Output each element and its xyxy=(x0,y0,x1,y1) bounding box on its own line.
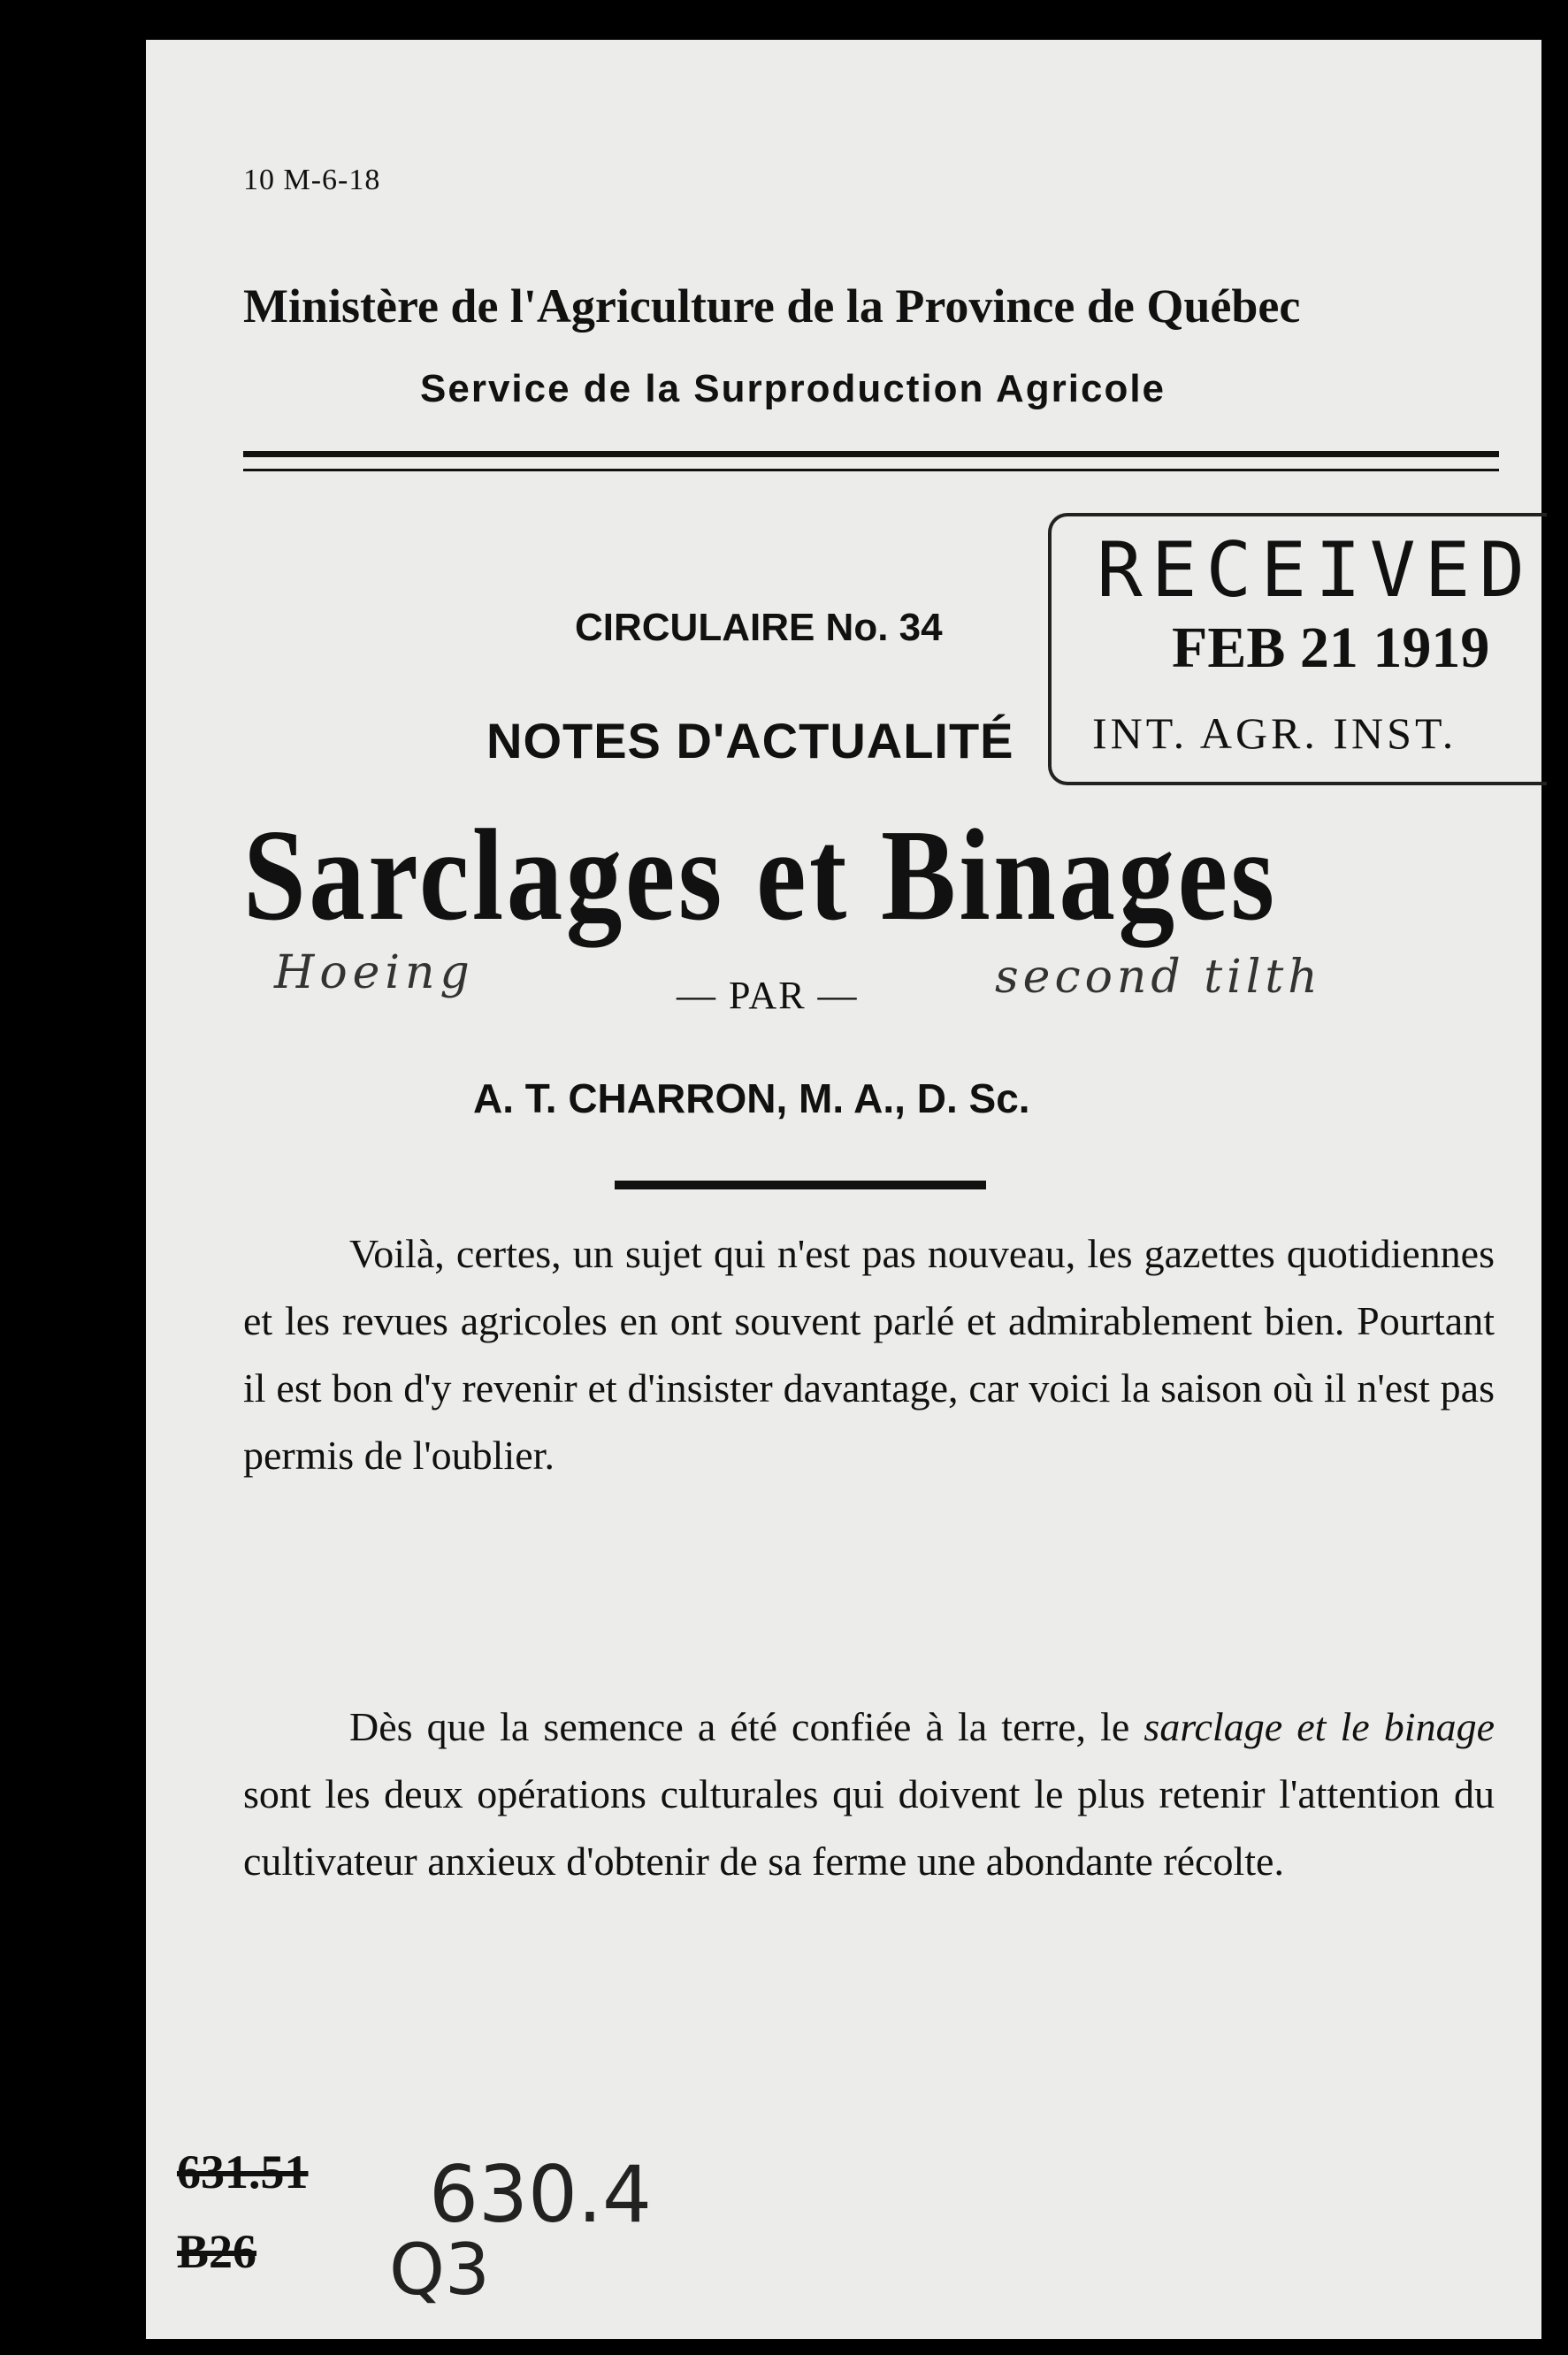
stamp-received-text: RECEIVED xyxy=(1097,526,1534,615)
paragraph-2-end: sont les deux opérations culturales qui doivent le plus retenir l'attention du cultivateur anxieux d'obtenir de sa ferme une abondante récolte. xyxy=(243,1771,1495,1884)
body-paragraph-1: Voilà, certes, un sujet qui n'est pas nouveau, les gazettes quotidiennes et les revues agricoles en ont souvent parlé et admirablement bien. Pourtant il est bon d'y revenir et d'insister davantage, car voici la saison où il n'est pas permis de l'oublier. xyxy=(243,1231,1495,1478)
by-line-label: — PAR — xyxy=(677,974,859,1017)
document-page xyxy=(146,40,1541,2339)
paragraph-2-italic: sarclage et le binage xyxy=(1143,1704,1495,1749)
body-paragraph-2 xyxy=(243,1694,1495,1895)
service-subheading: Service de la Surproduction Agricole xyxy=(420,367,1166,410)
new-call-number-1: 630.4 xyxy=(429,2149,652,2240)
stamp-date-text: FEB 21 1919 xyxy=(1172,616,1490,680)
circular-number: CIRCULAIRE No. 34 xyxy=(575,606,943,649)
header-rule-thick xyxy=(243,451,1499,457)
form-code: 10 M-6-18 xyxy=(243,164,381,196)
header-rule-thin xyxy=(243,469,1499,471)
ministry-heading: Ministère de l'Agriculture de la Province de Québec xyxy=(243,279,1301,333)
series-heading: NOTES D'ACTUALITÉ xyxy=(486,713,1014,768)
author-rule xyxy=(615,1181,986,1189)
handwritten-note-right: second tilth xyxy=(995,951,1322,1004)
paragraph-2-start: Dès que la semence a été confiée à la terre, le xyxy=(349,1704,1144,1749)
document-title: Sarclages et Binages xyxy=(243,803,1278,948)
old-call-number-2: B26 xyxy=(177,2225,257,2278)
handwritten-note-left: Hoeing xyxy=(274,946,475,999)
old-call-number-1: 631.51 xyxy=(177,2145,309,2198)
author-name: A. T. CHARRON, M. A., D. Sc. xyxy=(473,1075,1030,1121)
stamp-institution-text: INT. AGR. INST. xyxy=(1092,708,1457,758)
new-call-number-2: Q3 xyxy=(389,2229,490,2311)
